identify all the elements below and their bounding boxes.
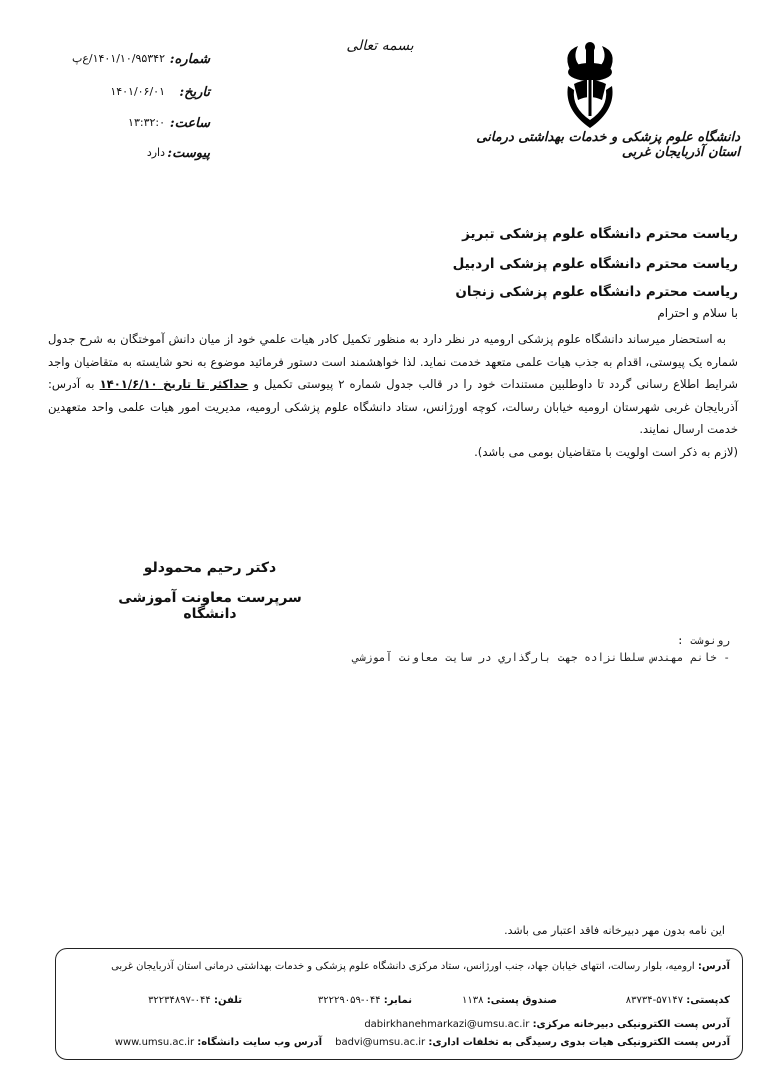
letter-time-label: ساعت: [169,116,210,131]
footer-fax [318,995,412,1006]
footer-website-link[interactable]: www.umsu.ac.ir [114,1037,195,1048]
bismillah-heading: بسمه تعالی [346,38,414,54]
footer-address-label: آدرس: [697,961,730,972]
attachment-row [50,146,210,166]
university-name: دانشگاه علوم پزشکی و خدمات بهداشتی درمانی استان آذربایجان غربی [476,130,740,160]
footer-pobox [462,995,557,1006]
letter-date-label: تاریخ: [179,85,210,100]
signatory-title: سرپرست معاونت آموزشی دانشگاه [118,590,302,622]
footer-phone-label: تلفن: [213,995,242,1006]
cc-label: رونوشت : [677,634,730,647]
letter-date-row [50,85,210,105]
footer-phone [148,995,242,1006]
footer-website [115,1037,322,1048]
letter-number-row [50,52,210,72]
footer-email1-label: آدرس پست الکترونیکی دبیرخانه مرکزی: [532,1019,730,1030]
body-part2: به آدرس: آذربایجان غربی شهرستان ارومیه خیابان رسالت، کوچه اورژانس، ستاد دانشگاه علوم پزشکی ارومیه، مدیریت امور هیات علمی واحد متعهدین خدمت ارسال نمایند. [48,377,738,436]
footer-box [55,948,743,1060]
footer-email1-link[interactable]: dabirkhanehmarkazi@umsu.ac.ir [364,1019,530,1030]
letter-time-value: ۱۳:۳۲:۰ [128,116,165,129]
footer-address-line [111,961,730,972]
cc-item: - خانم مهندس سلطانزاده جهت بارگذاري در سایت معاونت آموزشي [352,651,730,664]
validity-note: این نامه بدون مهر دبیرخانه فاقد اعتبار می باشد. [504,924,725,937]
body-part1: به استحضار میرساند دانشگاه علوم پزشکی ارومیه در نظر دارد به منظور تکمیل کادر هیات علمي خود از میان دانش آموختگان به شرح جدول شماره یک پیوستی، اقدام به جذب هیات علمی متعهد خدمت نماید. لذا خواهشمند است دستور فرمائید موضوع به نحو شایسته به متقاضیان واجد شرایط اطلاع رسانی گردد تا داوطلبین مستندات خود را در قالب جدول شماره ۲ پیوستی تکمیل و [48,332,739,391]
letter-number-value: ۱۴۰۱/۱۰/۹۵۳۴۲/ع‌پ [71,52,165,65]
footer-pobox-label: صندوق پستی: [486,995,557,1006]
letter-date-value: ۱۴۰۱/۰۶/۰۱ [110,85,165,98]
footer-phone-value: ۰۴۴-۳۲۲۳۴۸۹۷ [148,995,211,1006]
attachment-value: دارد [146,146,165,159]
body-paragraph [48,328,738,441]
footer-postal-label: کدپستی: [686,995,730,1006]
footer-address: ارومیه، بلوار رسالت، انتهای خیابان جهاد، جنب اورژانس، ستاد مرکزی دانشگاه علوم پزشکی و خدمات بهداشتی درمانی استان آذربایجان غربی [111,961,695,972]
greeting: با سلام و احترام [657,306,738,320]
addressee-zanjan: ریاست محترم دانشگاه علوم پزشکی زنجان [455,284,738,300]
footer-fax-label: نمابر: [383,995,412,1006]
attachment-label: پیوست: [167,146,210,161]
footer-email2-label: آدرس پست الکترونیکی هیات بدوی رسیدگی به تخلفات اداری: [428,1037,730,1048]
cc-section [230,632,730,666]
addressee-ardabil: ریاست محترم دانشگاه علوم پزشکی اردبیل [452,256,738,272]
signatory-name: دکتر رحیم محمودلو [143,560,277,576]
body-note: (لازم به ذکر است اولویت با متقاضیان بومی می باشد). [474,444,738,459]
footer-postal [626,995,730,1006]
footer-website-label: آدرس وب سایت دانشگاه: [197,1037,322,1048]
university-emblem-icon [560,40,620,135]
letter-body [48,328,738,463]
footer-email2 [335,1037,730,1048]
footer-fax-value: ۰۴۴-۳۲۲۲۹۰۵۹ [317,995,381,1006]
footer-email1 [364,1019,730,1030]
addressee-tabriz: ریاست محترم دانشگاه علوم پزشکی تبریز [462,226,738,242]
letter-time-row [50,116,210,136]
letter-number-label: شماره: [169,52,210,67]
footer-postal-value: ۵۷۱۴۷-۸۳۷۳۴ [625,995,684,1006]
deadline-text: حداکثر تا تاریخ ۱۴۰۱/۶/۱۰ [99,377,249,391]
footer-pobox-value: ۱۱۳۸ [462,995,484,1006]
footer-email2-link[interactable]: badvi@umsu.ac.ir [335,1037,426,1048]
